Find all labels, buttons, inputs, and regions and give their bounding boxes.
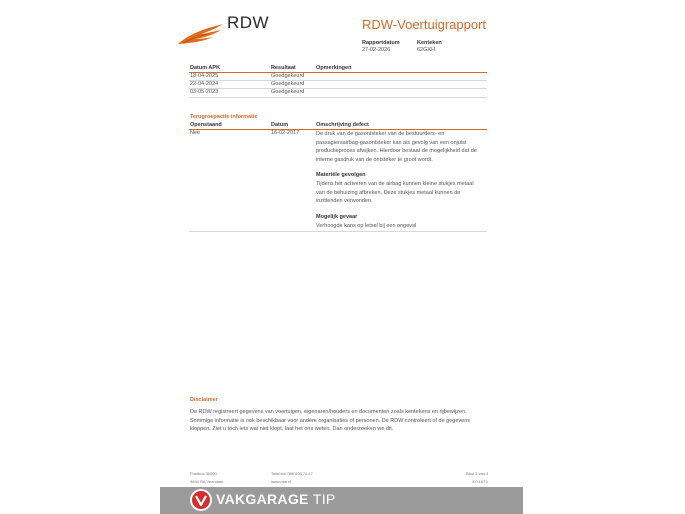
- consequence-text: [316, 180, 488, 206]
- disclaimer-title: Disclaimer: [190, 397, 218, 403]
- row-divider: [189, 97, 487, 98]
- recall-col-date: Datum: [271, 122, 289, 128]
- text-line: De RDW registreert gegevens van voertuigen, eigenaren/houders en documenten zoals kentekens en rijbewijzen.: [190, 409, 467, 415]
- apk-row-date: 22-04-2024: [190, 81, 219, 87]
- apk-row-result: Goedgekeurd: [271, 81, 305, 87]
- danger-title: Mogelijk gevaar: [316, 214, 358, 220]
- recall-end-rule: [189, 231, 487, 232]
- apk-col-date: Datum APK: [190, 65, 221, 71]
- footer-page: Blad 3 van 3: [466, 471, 489, 476]
- vakgarage-logo-icon: [189, 488, 213, 512]
- apk-header-rule: [189, 72, 487, 73]
- recall-col-open: Openstaand: [190, 122, 222, 128]
- recall-date-value: 16-02-2017: [271, 130, 300, 136]
- row-divider: [189, 88, 487, 89]
- plate-value: 62GXH: [417, 47, 436, 53]
- report-date-label: Rapportdatum: [362, 40, 400, 46]
- vakgarage-brand: VAKGARAGE: [216, 491, 309, 507]
- brand-name: RDW: [227, 13, 270, 32]
- vakgarage-banner-text: [216, 491, 336, 507]
- apk-col-result: Resultaat: [271, 65, 296, 71]
- danger-text: Verhoogde kans op letsel bij een ongeval: [316, 223, 417, 229]
- apk-row-date: 03-05-2023: [190, 89, 219, 95]
- footer-site[interactable]: www.rdw.nl: [271, 479, 292, 484]
- recall-title: Terugroepactie informatie: [190, 114, 258, 120]
- recall-defect-text: [316, 130, 488, 164]
- text-line: productieproces afwijken. Hierdoor bestaat de mogelijkheid dat de: [316, 148, 477, 155]
- recall-open-value: Nee: [190, 130, 201, 136]
- row-divider: [189, 80, 487, 81]
- text-line: Tijdens het activeren van de airbag kunnen kleine stukjes metaal: [316, 181, 474, 187]
- text-line: kloppen. Ziet u toch iets wat niet klopt, laat het ons weten. Dan onderzoeken we dit.: [190, 426, 394, 433]
- vakgarage-tip: TIP: [312, 491, 336, 507]
- apk-row-result: Goedgekeurd: [271, 89, 305, 95]
- footer-version: 3.0.1679: [472, 479, 488, 484]
- report-title: RDW-Voertuigrapport: [362, 17, 487, 32]
- apk-row-date: 18-04-2025: [190, 73, 219, 79]
- consequence-title: Materiële gevolgen: [316, 172, 366, 178]
- text-line: passagiersairbag-gasontsteker kan als gevolg van een onjuist: [316, 139, 467, 146]
- text-line: interne gasdruk van de ontsteker te groot wordt.: [316, 156, 433, 163]
- footer-phone: Telefoon 088 008 74 47: [271, 471, 313, 476]
- report-date-value: 27-02-2026: [362, 47, 391, 53]
- recall-col-defect: Omschrijving defect: [316, 122, 369, 128]
- text-line: inzittenden verwonden.: [316, 198, 373, 205]
- vakgarage-banner: [160, 487, 523, 514]
- disclaimer-text: [190, 408, 490, 434]
- text-line: van de behuizing afbreken. Deze stukjes metaal kunnen de: [316, 189, 461, 196]
- apk-col-notes: Opmerkingen: [316, 65, 352, 71]
- footer-postbox: Postbus 30000: [190, 471, 217, 476]
- plate-label: Kenteken: [417, 40, 442, 46]
- text-line: De druk van de gasontsteker van de bestuurders- en: [316, 131, 445, 137]
- rdw-logo-icon: [177, 22, 225, 46]
- footer-city: 9640 RA Veendam: [190, 479, 224, 484]
- apk-row-result: Goedgekeurd: [271, 73, 305, 79]
- text-line: Sommige informatie is ook beschikbaar voor andere organisaties of personen. De RDW controleert of de gegevens: [190, 417, 471, 424]
